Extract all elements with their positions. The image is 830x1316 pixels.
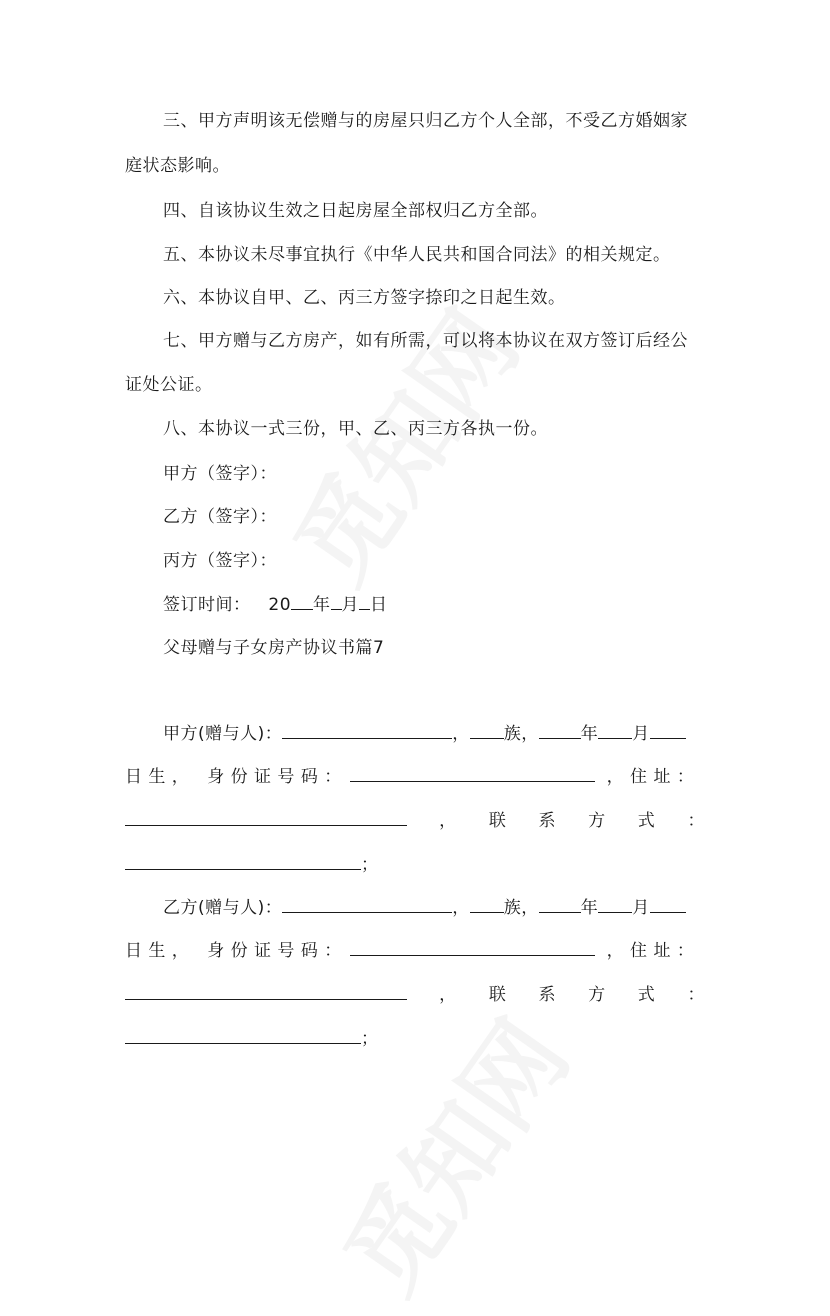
- ethnic-label: 族，: [503, 724, 539, 744]
- form-a-year-blank[interactable]: [539, 723, 581, 739]
- contact-char: 联: [488, 985, 507, 1005]
- clause-5: 五、本协议未尽事宜执行《中华人民共和国合同法》的相关规定。: [163, 245, 671, 265]
- form-a-ethnic-blank[interactable]: [470, 723, 504, 739]
- year-label: 年: [580, 898, 599, 918]
- form-a-line-1: [163, 723, 686, 745]
- contact-char: 方: [588, 985, 606, 1005]
- form-b-day-blank[interactable]: [650, 897, 686, 913]
- form-a-address-blank[interactable]: [125, 810, 407, 826]
- signing-date-label: 签订时间：: [163, 595, 251, 615]
- contact-char: 系: [538, 811, 556, 831]
- form-b-year-blank[interactable]: [539, 897, 581, 913]
- form-b-contact-blank[interactable]: [125, 1028, 361, 1044]
- clause-4: 四、自该协议生效之日起房屋全部权归乙方全部。: [163, 201, 548, 221]
- date-year: 年: [313, 595, 331, 615]
- clause-3-line-2: 庭状态影响。: [125, 156, 230, 176]
- contact-char: 系: [538, 985, 556, 1005]
- month-blank[interactable]: [331, 594, 342, 610]
- form-b-line-4: [125, 1028, 379, 1050]
- year-label: 年: [580, 724, 599, 744]
- form-a-month-blank[interactable]: [598, 723, 632, 739]
- end-mark: ；: [361, 855, 379, 875]
- section-title: 父母赠与子女房产协议书篇7: [163, 638, 385, 658]
- end-mark: ；: [361, 1029, 379, 1049]
- form-b-line-3: [125, 984, 705, 1006]
- month-label: 月: [632, 724, 650, 744]
- date-day: 日: [370, 595, 388, 615]
- contact-char: ：: [687, 811, 705, 831]
- form-b-line-2: [125, 940, 694, 962]
- clause-7-line-2: 证处公证。: [125, 375, 213, 395]
- form-b-month-blank[interactable]: [598, 897, 632, 913]
- born-label: 日 生 ，: [125, 767, 190, 787]
- contact-char: 方: [588, 811, 606, 831]
- clause-7-line-1: 七、甲方赠与乙方房产，如有所需，可以将本协议在双方签订后经公: [163, 331, 688, 351]
- form-a-line-4: [125, 854, 379, 876]
- contact-char: 联: [488, 811, 507, 831]
- watermark: [255, 278, 545, 606]
- form-a-id-blank[interactable]: [350, 766, 595, 782]
- form-a-day-blank[interactable]: [650, 723, 686, 739]
- contact-char: 式: [637, 811, 656, 831]
- form-a-contact-blank[interactable]: [125, 854, 361, 870]
- signature-party-b: 乙方（签字）：: [163, 507, 277, 527]
- form-a-name-blank[interactable]: [282, 723, 452, 739]
- born-label: 日 生 ，: [125, 941, 190, 961]
- id-label: 身 份 证 号 码 ：: [207, 767, 342, 787]
- signing-date: [163, 594, 388, 616]
- comma: ，: [439, 811, 457, 831]
- clause-8: 八、本协议一式三份，甲、乙、丙三方各执一份。: [163, 419, 548, 439]
- form-a-line-2: [125, 766, 694, 788]
- comma: ，: [452, 898, 470, 918]
- contact-char: ：: [687, 985, 705, 1005]
- month-label: 月: [632, 898, 650, 918]
- year-blank[interactable]: [291, 594, 313, 610]
- form-b-ethnic-blank[interactable]: [470, 897, 504, 913]
- ethnic-label: 族，: [503, 898, 539, 918]
- form-b-label: 乙方(赠与人)：: [163, 898, 283, 918]
- form-b-id-blank[interactable]: [350, 940, 595, 956]
- date-century: 20: [268, 595, 292, 615]
- comma: ，: [439, 985, 457, 1005]
- form-b-address-blank[interactable]: [125, 984, 407, 1000]
- contact-char: 式: [637, 985, 656, 1005]
- address-label: ， 住 址 ：: [606, 941, 695, 961]
- form-a-label: 甲方(赠与人)：: [163, 724, 283, 744]
- form-b-name-blank[interactable]: [282, 897, 452, 913]
- day-blank[interactable]: [359, 594, 370, 610]
- clause-6: 六、本协议自甲、乙、丙三方签字捺印之日起生效。: [163, 288, 566, 308]
- clause-3-line-1: 三、甲方声明该无偿赠与的房屋只归乙方个人全部，不受乙方婚姻家: [163, 111, 688, 131]
- comma: ，: [452, 724, 470, 744]
- form-b-line-1: [163, 897, 686, 919]
- id-label: 身 份 证 号 码 ：: [207, 941, 342, 961]
- date-month: 月: [341, 595, 360, 615]
- signature-party-c: 丙方（签字）：: [163, 551, 277, 571]
- address-label: ， 住 址 ：: [606, 767, 695, 787]
- signature-party-a: 甲方（签字）：: [163, 464, 277, 484]
- form-a-line-3: [125, 810, 705, 832]
